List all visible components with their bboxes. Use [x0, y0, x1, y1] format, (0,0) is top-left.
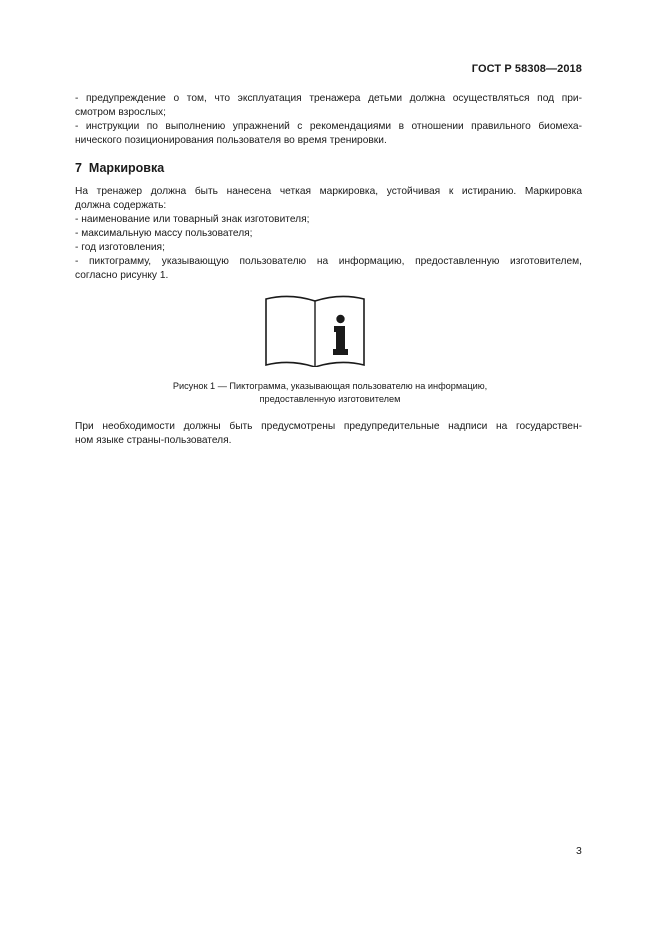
paragraph-line: При необходимости должны быть предусмотрены предупредительные надписи на государствен-: [75, 421, 582, 432]
marking-section-body: [75, 185, 582, 283]
document-code-header: ГОСТ Р 58308—2018: [471, 63, 582, 75]
figure-caption: [100, 380, 560, 405]
list-item-line: - предупреждение о том, что эксплуатация тренажера детьми должна осуществляться под при-: [75, 93, 582, 104]
info-book-pictogram-icon: [265, 295, 365, 367]
warnings-list: [75, 92, 582, 148]
page-number: 3: [576, 845, 582, 857]
caption-line: Рисунок 1 — Пиктограмма, указывающая пользователю на информацию,: [172, 381, 488, 391]
intro-line: На тренажер должна быть нанесена четкая маркировка, устойчивая к истиранию. Маркировка: [75, 186, 582, 197]
list-item-line: - инструкции по выполнению упражнений с рекомендациями в отношении правильного биомеха-: [75, 121, 582, 132]
intro-line: должна содержать:: [75, 200, 167, 211]
closing-paragraph: [75, 420, 582, 448]
section-number: 7: [75, 161, 82, 175]
list-item: [75, 120, 582, 148]
section-heading: [75, 161, 164, 175]
list-item: - пиктограмму, указывающую пользователю на информацию, предоставленную изготовителем,: [75, 256, 582, 267]
list-item-line: смотром взрослых;: [75, 107, 166, 118]
list-item: - наименование или товарный знак изготовителя;: [75, 214, 310, 225]
list-item: - максимальную массу пользователя;: [75, 228, 253, 239]
list-item-continuation: согласно рисунку 1.: [75, 270, 169, 281]
paragraph-line: ном языке страны-пользователя.: [75, 435, 232, 446]
section-title: Маркировка: [88, 161, 165, 175]
list-item: - год изготовления;: [75, 242, 165, 253]
list-item: [75, 92, 582, 120]
list-item-line: нического позиционирования пользователя во время тренировки.: [75, 135, 387, 146]
caption-line: предоставленную изготовителем: [259, 393, 401, 404]
